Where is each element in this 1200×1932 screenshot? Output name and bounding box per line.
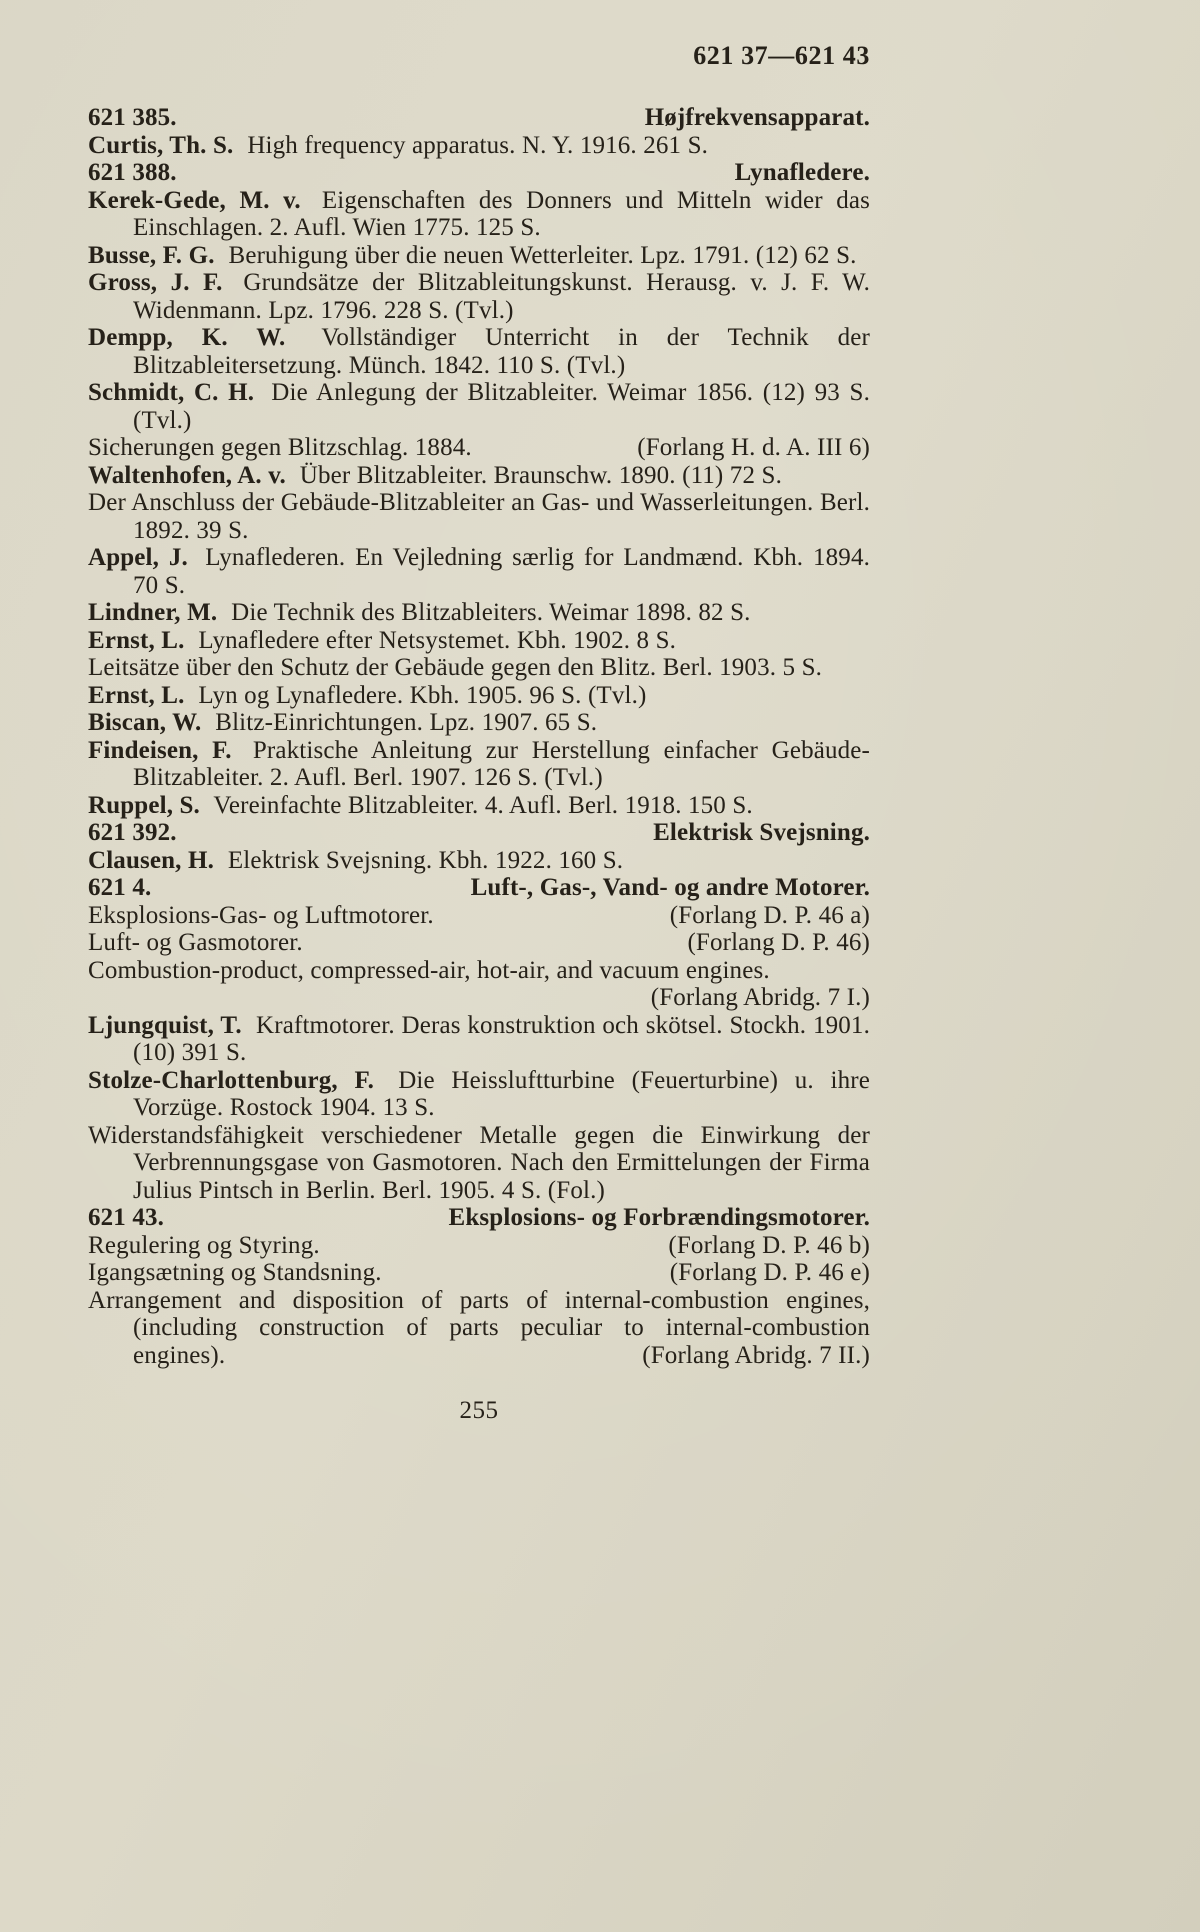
bibliography-entry	[88, 847, 870, 875]
bibliography-entry	[88, 1067, 870, 1122]
bibliography-entry	[88, 379, 870, 434]
entry-list	[88, 104, 870, 1369]
entry-text: Arrangement and disposition of parts of internal-combustion engines, (including construction of parts peculiar to internal-combustion engines).	[88, 1286, 870, 1369]
section-heading	[88, 819, 870, 847]
bibliography-entry	[88, 544, 870, 599]
bibliography-entry	[88, 1287, 870, 1370]
bibliography-entry	[88, 737, 870, 792]
entry-author: Findeisen, F.	[88, 736, 232, 764]
entry-reference: (Forlang D. P. 46 e)	[669, 1259, 870, 1286]
section-title: Lynafledere.	[734, 159, 870, 186]
entry-author: Appel, J.	[88, 544, 188, 571]
section-heading	[88, 159, 870, 187]
entry-author: Curtis, Th. S.	[88, 131, 234, 159]
entry-text: Kraftmotorer. Deras konstruktion och skötsel. Stockh. 1901. (10) 391 S.	[133, 1011, 870, 1066]
entry-reference: (Forlang H. d. A. III 6)	[637, 434, 870, 461]
section-title: Luft-, Gas-, Vand- og andre Motorer.	[470, 874, 870, 901]
bibliography-entry	[88, 1259, 870, 1287]
entry-text: Vollständiger Unterricht in der Technik der Blitzableitersetzung. Münch. 1842. 110 S. (Tvl.)	[133, 324, 871, 379]
entry-text: High frequency apparatus. N. Y. 1916. 261 S.	[247, 131, 709, 159]
entry-text: Grundsätze der Blitzableitungskunst. Herausg. v. J. F. W. Widenmann. Lpz. 1796. 228 S. (Tvl.)	[133, 269, 870, 324]
entry-text: Widerstandsfähigkeit verschiedener Metalle gegen die Einwirkung der Verbrennungsgase von Gasmotoren. Nach den Ermittelungen der Firma Julius Pintsch in Berlin. Berl. 1905. 4 S. (Fol.)	[88, 1121, 870, 1204]
bibliography-entry	[88, 489, 870, 544]
entry-author: Busse, F. G.	[88, 241, 215, 269]
bibliography-entry	[88, 324, 870, 379]
entry-reference: (Forlang Abridg. 7 I.)	[650, 984, 870, 1011]
entry-author: Waltenhofen, A. v.	[88, 461, 286, 489]
class-number: 621 388.	[88, 159, 177, 186]
entry-text: Eigenschaften des Donners und Mitteln wider das Einschlagen. 2. Aufl. Wien 1775. 125 S.	[133, 186, 870, 241]
entry-author: Dempp, K. W.	[88, 324, 286, 351]
bibliography-entry	[88, 654, 870, 682]
entry-author: Gross, J. F.	[88, 269, 223, 296]
entry-text: Lyn og Lynafledere. Kbh. 1905. 96 S. (Tvl.)	[198, 681, 647, 709]
entry-text: Praktische Anleitung zur Herstellung einfacher Gebäude-Blitzableiter. 2. Aufl. Berl. 1907. 126 S. (Tvl.)	[133, 736, 870, 791]
class-number: 621 392.	[88, 819, 177, 846]
entry-text: Vereinfachte Blitzableiter. 4. Aufl. Berl. 1918. 150 S.	[213, 791, 753, 819]
class-number: 621 43.	[88, 1204, 165, 1231]
entry-text: Die Technik des Blitzableiters. Weimar 1898. 82 S.	[231, 599, 751, 626]
entry-author: Kerek-Gede, M. v.	[88, 186, 301, 214]
entry-reference: (Forlang Abridg. 7 II.)	[642, 1341, 870, 1369]
class-number: 621 385.	[88, 104, 177, 131]
entry-text: Eksplosions-Gas- og Luftmotorer.	[88, 901, 434, 929]
bibliography-entry	[88, 242, 870, 270]
entry-text: Regulering og Styring.	[88, 1231, 320, 1259]
bibliography-entry	[88, 1232, 870, 1260]
bibliography-entry	[88, 709, 870, 737]
entry-author: Ljungquist, T.	[88, 1011, 242, 1039]
bibliography-entry	[88, 462, 870, 490]
running-head: 621 37—621 43	[693, 41, 870, 70]
entry-text: Combustion-product, compressed-air, hot-air, and vacuum engines.	[88, 956, 770, 984]
entry-author: Ernst, L.	[88, 626, 185, 654]
entry-text: Elektrisk Svejsning. Kbh. 1922. 160 S.	[227, 846, 624, 874]
entry-text: Beruhigung über die neuen Wetterleiter. Lpz. 1791. (12) 62 S.	[228, 241, 857, 269]
entry-text: Die Heissluftturbine (Feuerturbine) u. ihre Vorzüge. Rostock 1904. 13 S.	[133, 1066, 870, 1121]
bibliography-entry	[88, 599, 870, 627]
section-title: Elektrisk Svejsning.	[653, 819, 870, 846]
entry-reference: (Forlang D. P. 46)	[687, 929, 870, 956]
entry-author: Lindner, M.	[88, 599, 218, 626]
entry-author: Ernst, L.	[88, 681, 185, 709]
entry-text: Sicherungen gegen Blitzschlag. 1884.	[88, 434, 472, 461]
bibliography-entry	[88, 1122, 870, 1205]
entry-author: Schmidt, C. H.	[88, 379, 255, 406]
section-title: Eksplosions- og Forbrændingsmotorer.	[448, 1204, 870, 1231]
class-number: 621 4.	[88, 874, 152, 901]
section-title: Højfrekvensapparat.	[644, 104, 870, 131]
bibliography-entry	[88, 929, 870, 957]
entry-author: Biscan, W.	[88, 709, 202, 736]
section-heading	[88, 104, 870, 132]
entry-text: Lynafledere efter Netsystemet. Kbh. 1902. 8 S.	[198, 626, 677, 654]
bibliography-entry	[88, 1012, 870, 1067]
page-number: 255	[459, 1397, 499, 1424]
text-column	[88, 42, 870, 1425]
bibliography-entry	[88, 792, 870, 820]
bibliography-entry	[88, 682, 870, 710]
entry-text: Luft- og Gasmotorer.	[88, 929, 303, 956]
entry-author: Ruppel, S.	[88, 791, 200, 819]
bibliography-entry	[88, 627, 870, 655]
bibliography-entry	[88, 269, 870, 324]
section-heading	[88, 1204, 870, 1232]
entry-author: Stolze-Charlottenburg, F.	[88, 1066, 375, 1094]
bibliography-entry	[88, 132, 870, 160]
bibliography-entry	[88, 902, 870, 930]
entry-text: Igangsætning og Standsning.	[88, 1259, 382, 1286]
entry-reference: (Forlang D. P. 46 b)	[668, 1231, 870, 1259]
entry-text: Über Blitzableiter. Braunschw. 1890. (11) 72 S.	[299, 461, 782, 489]
entry-text: Die Anlegung der Blitzableiter. Weimar 1856. (12) 93 S. (Tvl.)	[133, 379, 870, 434]
entry-text: Der Anschluss der Gebäude-Blitzableiter an Gas- und Wasserleitungen. Berl. 1892. 39 S.	[88, 489, 870, 544]
bibliography-entry	[88, 434, 870, 462]
entry-text: Blitz-Einrichtungen. Lpz. 1907. 65 S.	[215, 709, 598, 736]
entry-author: Clausen, H.	[88, 846, 214, 874]
entry-reference: (Forlang D. P. 46 a)	[669, 901, 870, 929]
bibliography-entry	[88, 957, 870, 1012]
entry-text: Lynaflederen. En Vejledning særlig for Landmænd. Kbh. 1894. 70 S.	[133, 544, 870, 599]
section-heading	[88, 874, 870, 902]
bibliography-entry	[88, 187, 870, 242]
entry-text: Leitsätze über den Schutz der Gebäude gegen den Blitz. Berl. 1903. 5 S.	[88, 654, 823, 681]
